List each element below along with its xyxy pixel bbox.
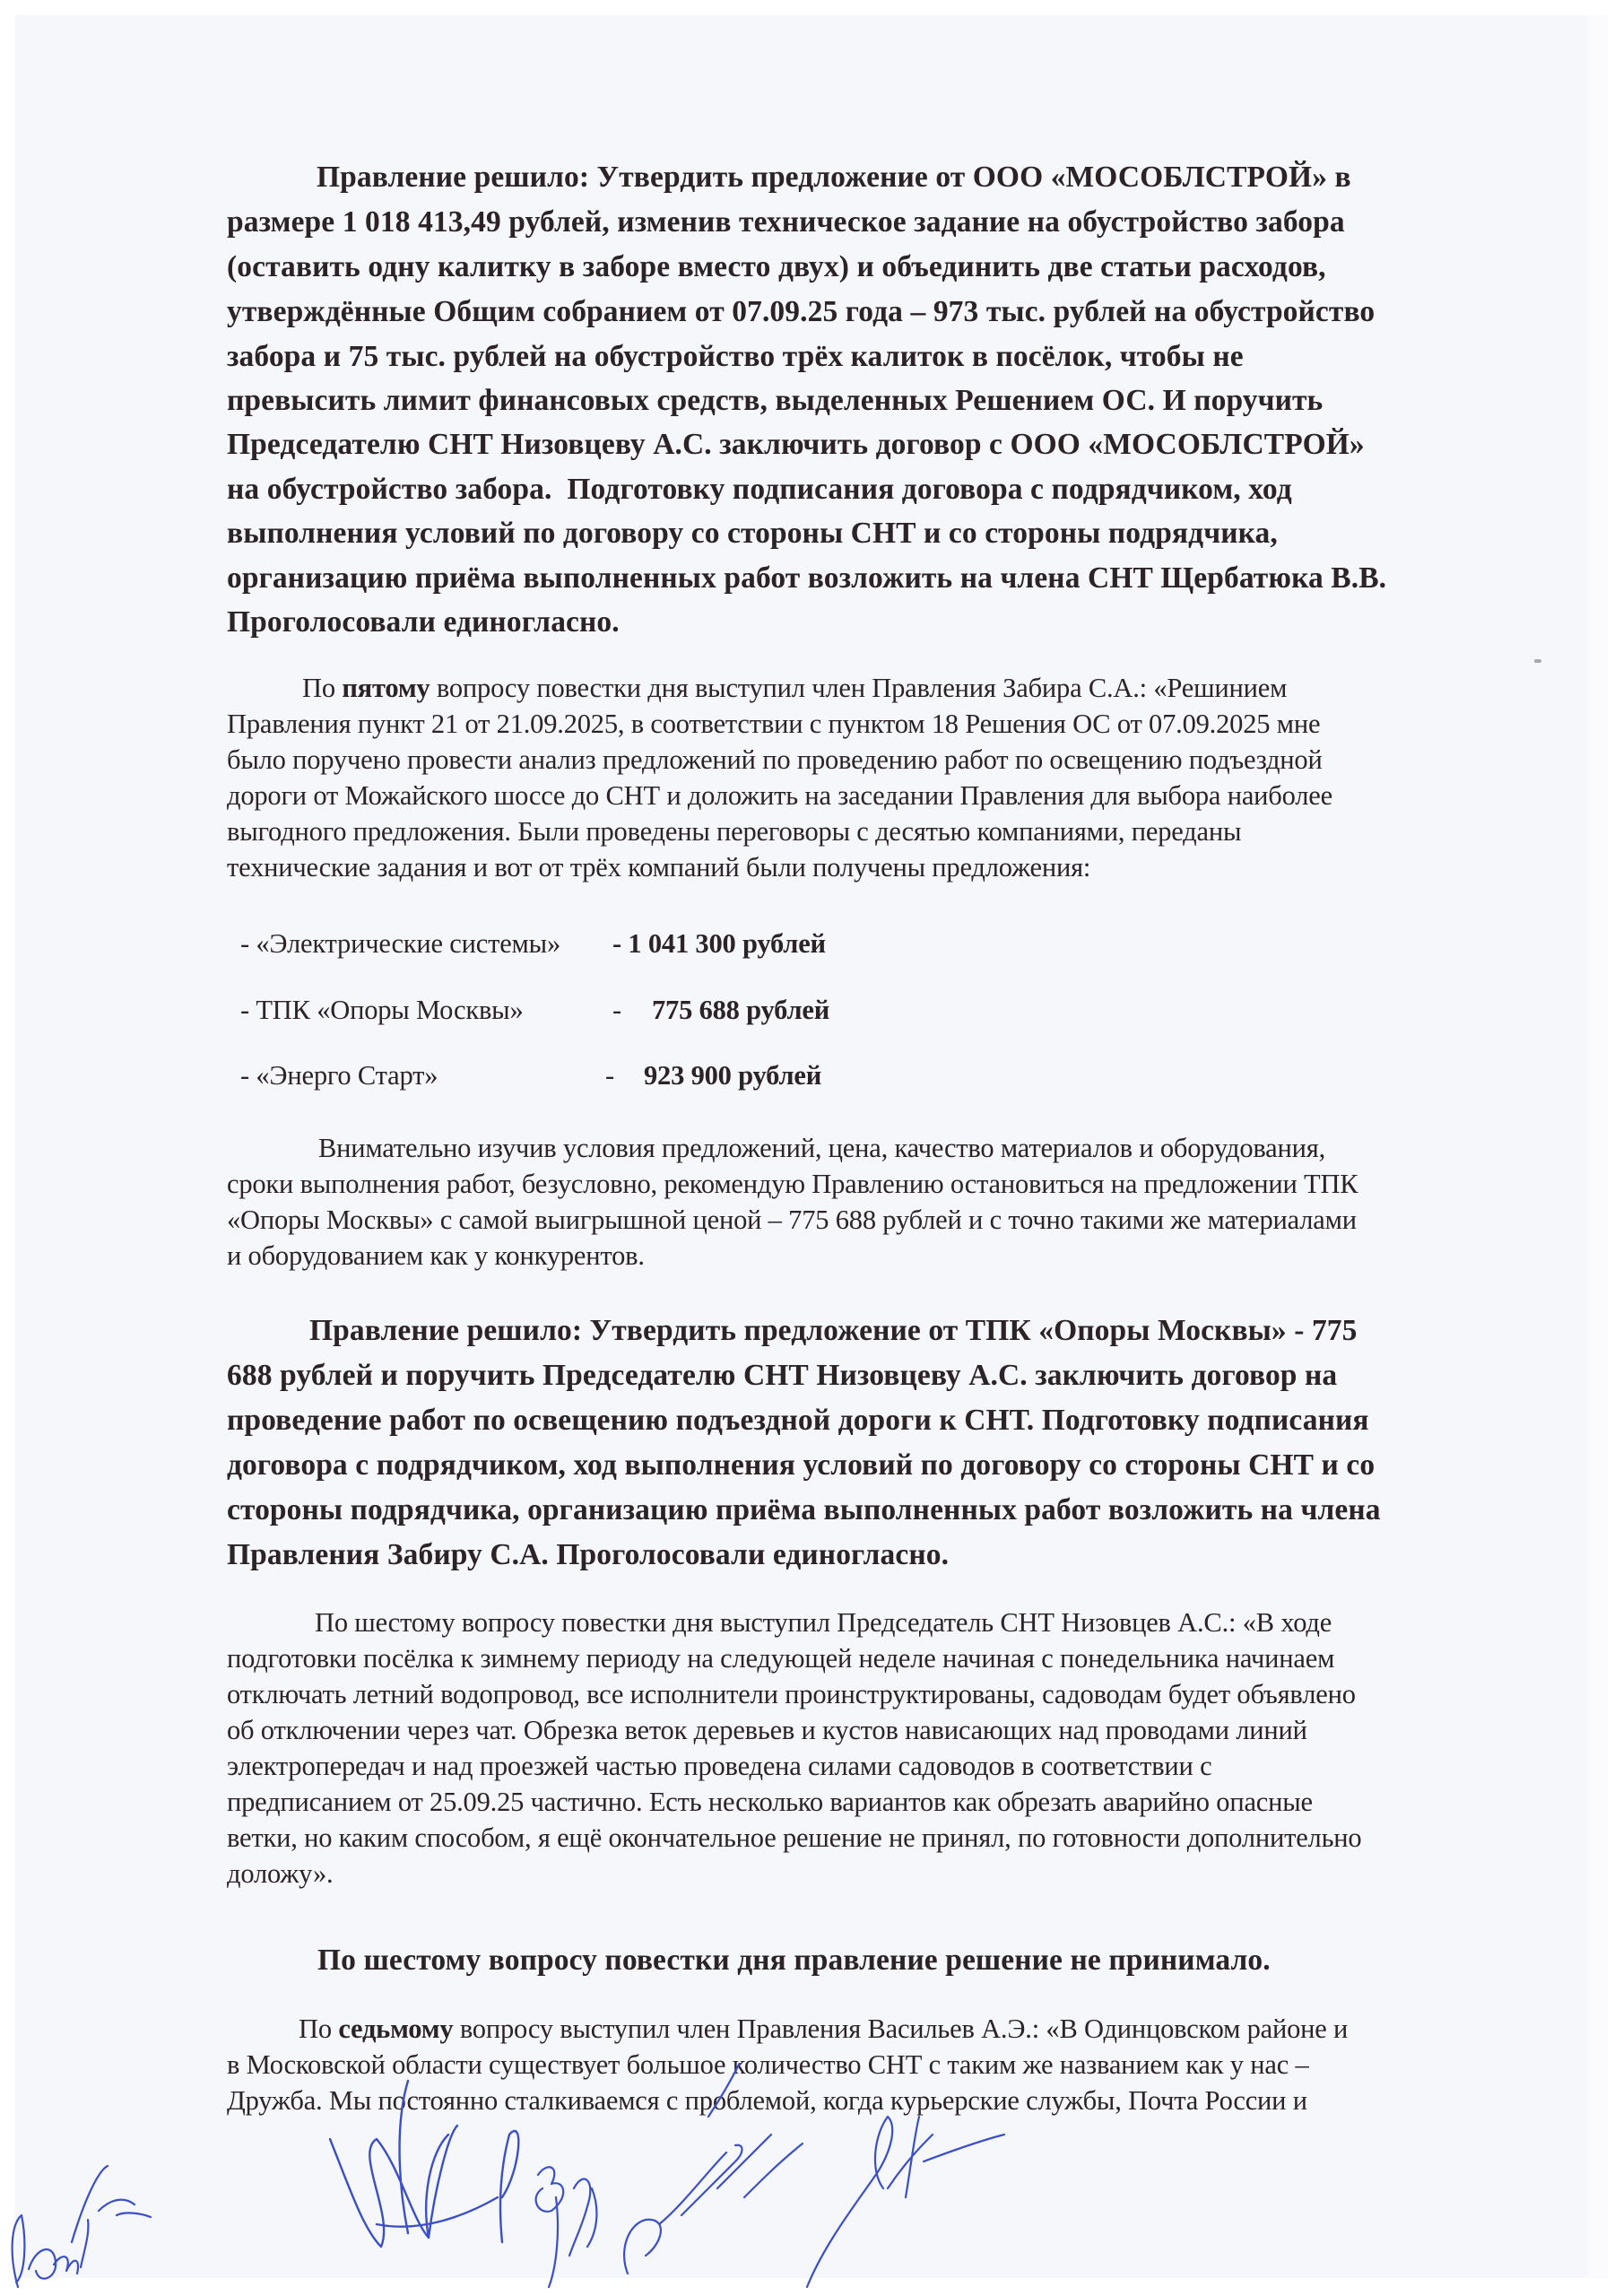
text-span: вопросу выступил член Правления Васильев А.Э.: «В Одинцовском районе и: [453, 2013, 1349, 2044]
offer-dash: -: [612, 995, 621, 1025]
text-span: По: [302, 673, 343, 703]
text-line: «Опоры Москвы» с самой выигрышной ценой – 775 688 рублей и с точно такими же материалами: [227, 1205, 1357, 1235]
text-span: вопросу повестки дня выступил член Правления Забира С.А.: «Решинием: [430, 673, 1288, 703]
text-line: на обустройство забора. Подготовку подписания договора с подрядчиком, ход: [227, 473, 1292, 506]
signatures: [0, 2063, 1623, 2296]
scan-edge: [1588, 15, 1608, 2278]
text-line: дороги от Можайского шоссе до СНТ и доложить на заседании Правления для выбора наиболее: [227, 780, 1332, 811]
signature-2: [330, 2081, 518, 2247]
text-line: предписанием от 25.09.25 частично. Есть несколько вариантов как обрезать аварийно опасные: [227, 1787, 1313, 1817]
text-line: и оборудованием как у конкурентов.: [227, 1240, 645, 1271]
text-line: забора и 75 тыс. рублей на обустройство трёх калиток в посёлок, чтобы не: [227, 340, 1244, 373]
offer-amount: 923 900 рублей: [644, 1060, 822, 1091]
text-line: об отключении через чат. Обрезка веток деревьев и кустов нависающих над проводами линий: [227, 1715, 1307, 1745]
text-line: 688 рублей и поручить Председателю СНТ Низовцеву А.С. заключить договор на: [227, 1359, 1338, 1392]
text-line: размере 1 018 413,49 рублей, изменив техническое задание на обустройство забора: [227, 205, 1345, 239]
text-line: [302, 674, 1287, 702]
offer-company: - ТПК «Опоры Москвы»: [240, 995, 524, 1025]
decision-sixth-question: По шестому вопросу повестки дня правление решение не принимало.: [317, 1944, 1271, 1977]
text-line: сроки выполнения работ, безусловно, рекомендую Правлению остановиться на предложении ТПК: [227, 1169, 1358, 1199]
signature-1: [13, 2166, 151, 2287]
text-line: стороны подрядчика, организацию приёма выполненных работ возложить на члена: [227, 1493, 1381, 1526]
text-line: утверждённые Общим собранием от 07.09.25 года – 973 тыс. рублей на обустройство: [227, 295, 1376, 328]
text-line: организацию приёма выполненных работ возложить на члена СНТ Щербатюка В.В.: [227, 561, 1387, 595]
text-line: Председателю СНТ Низовцеву А.С. заключить договор с ООО «МОСОБЛСТРОЙ»: [227, 428, 1365, 461]
scan-speck: [1534, 659, 1541, 663]
text-line: превысить лимит финансовых средств, выделенных Решением ОС. И поручить: [227, 384, 1324, 417]
text-line: Внимательно изучив условия предложений, цена, качество материалов и оборудования,: [318, 1133, 1326, 1163]
signature-3: [536, 2167, 597, 2287]
text-line: По шестому вопросу повестки дня выступил Председатель СНТ Низовцев А.С.: «В ходе: [315, 1607, 1332, 1638]
text-line: выгодного предложения. Были проведены переговоры с десятью компаниями, переданы: [227, 816, 1242, 847]
text-line: договора с подрядчиком, ход выполнения условий по договору со стороны СНТ и со: [227, 1448, 1376, 1482]
offer-amount: 775 688 рублей: [652, 995, 830, 1025]
text-line: Проголосовали единогласно.: [227, 605, 620, 639]
text-line: [299, 2015, 1348, 2043]
text-line: в Московской области существует большое количество СНТ с таким же названием как у нас –: [227, 2049, 1309, 2080]
text-line: проведение работ по освещению подъездной дороги к СНТ. Подготовку подписания: [227, 1404, 1369, 1437]
text-line: Дружба. Мы постоянно сталкиваемся с проблемой, когда курьерские службы, Почта России и: [227, 2085, 1307, 2116]
emphasis-ordinal: седьмому: [338, 2013, 454, 2044]
text-line: (оставить одну калитку в заборе вместо двух) и объединить две статьи расходов,: [227, 250, 1326, 283]
signature-4: [624, 2063, 803, 2274]
offer-company: - «Электрические системы»: [240, 928, 560, 959]
text-span: По: [299, 2013, 339, 2044]
text-line: выполнения условий по договору со стороны СНТ и со стороны подрядчика,: [227, 517, 1278, 550]
offer-dash: -: [605, 1060, 614, 1091]
offer-amount: - 1 041 300 рублей: [612, 928, 826, 959]
text-line: Правление решило: Утвердить предложение от ТПК «Опоры Москвы» - 775: [309, 1314, 1358, 1347]
text-line: Правления пункт 21 от 21.09.2025, в соответствии с пунктом 18 Решения ОС от 07.09.2025 мне: [227, 709, 1321, 739]
text-line: было поручено провести анализ предложений по проведению работ по освещению подъездной: [227, 744, 1323, 775]
offer-company: - «Энерго Старт»: [240, 1060, 438, 1091]
text-line: Правления Забиру С.А. Проголосовали единогласно.: [227, 1538, 950, 1571]
signature-5: [807, 2117, 1004, 2287]
text-line: Правление решило: Утвердить предложение от ООО «МОСОБЛСТРОЙ» в: [317, 161, 1351, 194]
text-line: ветки, но каким способом, я ещё окончательное решение не принял, по готовности дополнительно: [227, 1822, 1362, 1853]
text-line: технические задания и вот от трёх компаний были получены предложения:: [227, 852, 1091, 883]
emphasis-ordinal: пятому: [342, 673, 430, 703]
text-line: доложу».: [227, 1858, 334, 1889]
text-line: подготовки посёлка к зимнему периоду на следующей неделе начиная с понедельника начинаем: [227, 1643, 1335, 1674]
text-line: отключать летний водопровод, все исполнители проинструктированы, садоводам будет объявлено: [227, 1679, 1356, 1709]
text-line: электропередач и над проезжей частью проведена силами садоводов в соответствии с: [227, 1751, 1212, 1781]
